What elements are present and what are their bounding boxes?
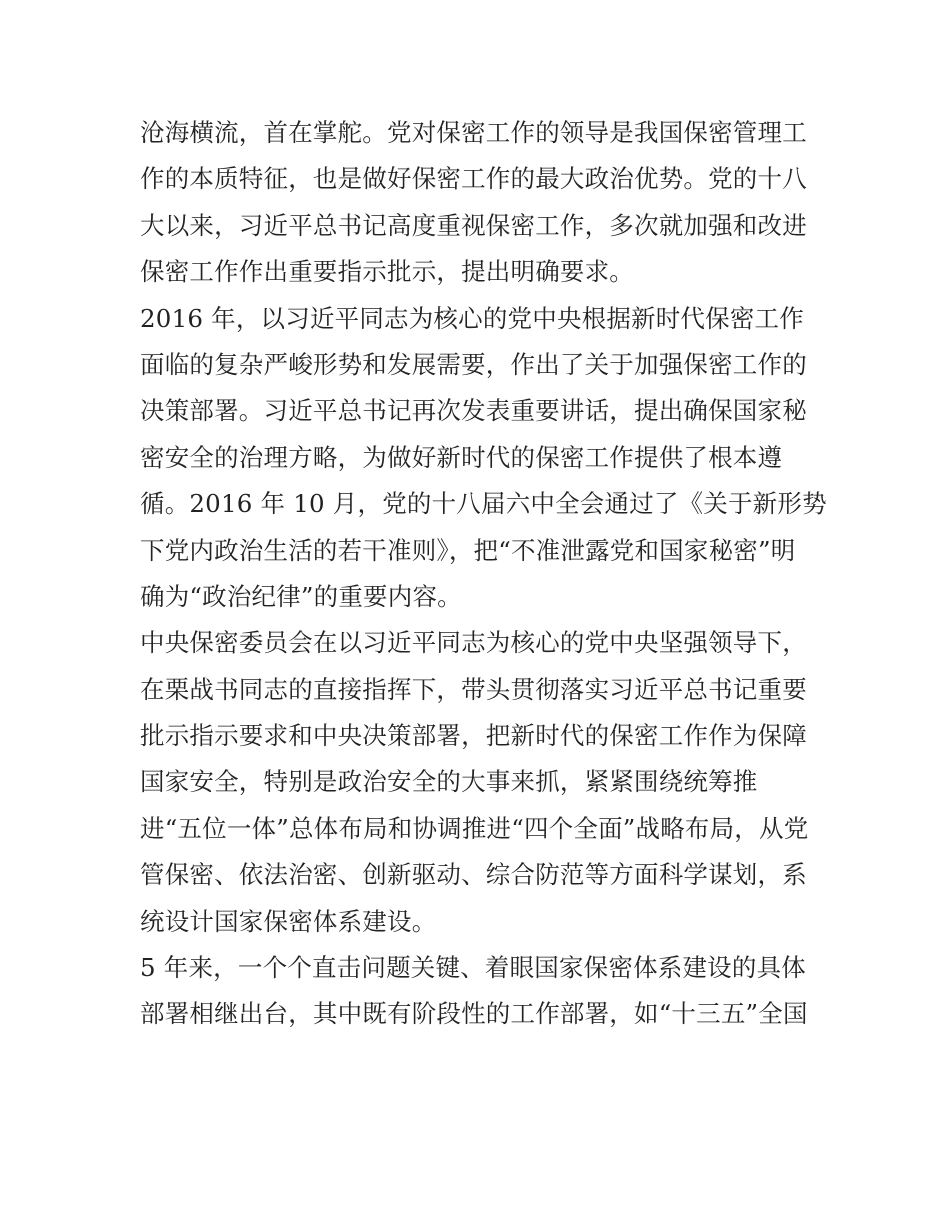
- paragraph-line: 2016 年，以习近平同志为核心的党中央根据新时代保密工作: [140, 303, 804, 333]
- paragraph-4: [140, 945, 820, 1038]
- paragraph-line: 沧海横流，首在掌舵。党对保密工作的领导是我国保密管理工: [140, 118, 807, 147]
- paragraph-line: 管保密、依法治密、创新驱动、综合防范等方面科学谋划，系: [140, 860, 807, 890]
- paragraph-line: 5 年来，一个个直击问题关键、着眼国家保密体系建设的具体: [140, 953, 806, 983]
- paragraph-line: 保密工作作出重要指示批示，提出明确要求。: [140, 257, 634, 287]
- paragraph-line: 作的本质特征，也是做好保密工作的最大政治优势。党的十八: [140, 164, 807, 194]
- paragraph-line: 下党内政治生活的若干准则》，把“不准泄露党和国家秘密”明: [140, 535, 796, 565]
- paragraph-line: 国家安全，特别是政治安全的大事来抓，紧紧围绕统筹推: [140, 767, 758, 797]
- paragraph-line: 批示指示要求和中央决策部署，把新时代的保密工作作为保障: [140, 721, 807, 751]
- paragraph-line: 统设计国家保密体系建设。: [140, 906, 437, 936]
- paragraph-2: [140, 296, 827, 621]
- paragraph-3: [140, 620, 820, 945]
- paragraph-line: 面临的复杂严峻形势和发展需要，作出了关于加强保密工作的: [140, 349, 807, 379]
- paragraph-line: 循。2016 年 10 月，党的十八届六中全会通过了《关于新形势: [140, 489, 827, 519]
- paragraph-line: 确为“政治纪律”的重要内容。: [140, 581, 462, 611]
- paragraph-line: 在栗战书同志的直接指挥下，带头贯彻落实习近平总书记重要: [140, 674, 807, 704]
- paragraph-1: [140, 110, 820, 296]
- document-body: [140, 110, 827, 1038]
- paragraph-line: 进“五位一体”总体布局和协调推进“四个全面”战略布局，从党: [140, 813, 809, 843]
- paragraph-line: 中央保密委员会在以习近平同志为核心的党中央坚强领导下，: [140, 628, 807, 658]
- paragraph-line: 部署相继出台，其中既有阶段性的工作部署，如“十三五”全国: [140, 999, 808, 1029]
- paragraph-line: 密安全的治理方略，为做好新时代的保密工作提供了根本遵: [140, 442, 783, 472]
- paragraph-line: 大以来，习近平总书记高度重视保密工作，多次就加强和改进: [140, 210, 807, 240]
- paragraph-line: 决策部署。习近平总书记再次发表重要讲话，提出确保国家秘: [140, 396, 807, 426]
